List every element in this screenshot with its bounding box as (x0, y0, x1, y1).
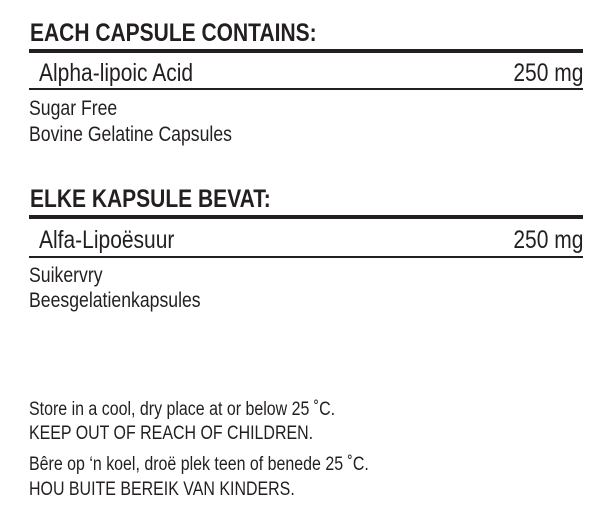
ingredient-name: Alfa-Lipoësuur (39, 226, 175, 254)
note: Beesgelatienkapsules (29, 289, 201, 312)
storage-text: Bêre op ‘n koel, droë plek teen of benede 25 ˚C. (29, 454, 369, 475)
warning-text: KEEP OUT OF REACH OF CHILDREN. (29, 423, 314, 444)
section-heading: EACH CAPSULE CONTAINS: (30, 19, 317, 47)
divider-thin (29, 256, 583, 258)
note: Suikervry (29, 264, 103, 287)
ingredient-amount: 250 mg (512, 59, 583, 87)
divider-thick (29, 215, 583, 219)
divider-thick (29, 49, 583, 53)
note: Bovine Gelatine Capsules (29, 123, 232, 146)
storage-text: Store in a cool, dry place at or below 25 ˚C. (29, 399, 336, 420)
ingredient-amount: 250 mg (512, 226, 583, 254)
warning-text: HOU BUITE BEREIK VAN KINDERS. (29, 479, 295, 500)
divider-thin (29, 88, 583, 90)
section-heading: ELKE KAPSULE BEVAT: (30, 185, 271, 213)
ingredient-name: Alpha-lipoic Acid (39, 59, 194, 87)
note: Sugar Free (29, 97, 118, 120)
